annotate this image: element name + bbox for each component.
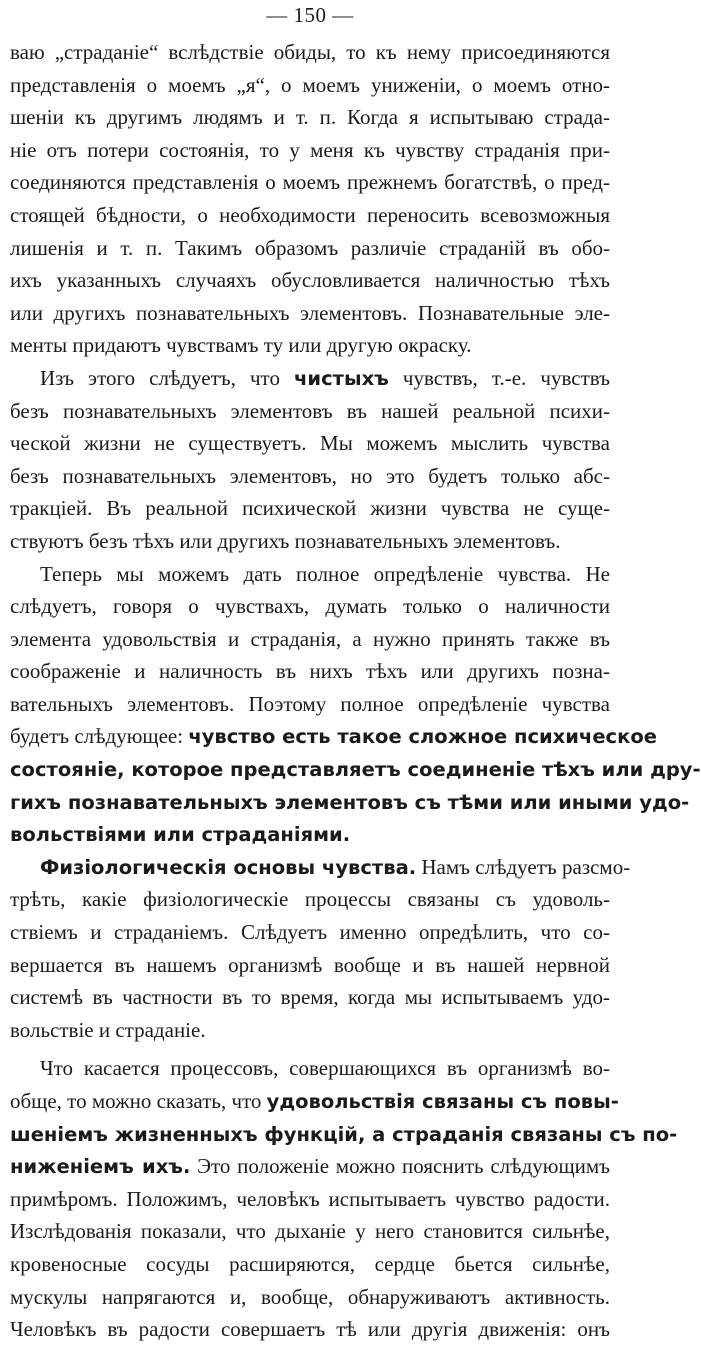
- text-segment: элемента удовольствія и страданія, а нужно принять также въ: [10, 626, 610, 651]
- text-segment: шеніи къ другимъ людямъ и т. п. Когда я испытываю страда-: [10, 105, 610, 130]
- text-line: [10, 492, 610, 525]
- text-segment: безъ познавательныхъ элементовъ, но это будетъ только абс-: [10, 463, 610, 488]
- text-line: [10, 590, 610, 623]
- text-segment: ствіемъ и страданіемъ. Слѣдуетъ именно опредѣлить, что со-: [10, 920, 610, 945]
- text-segment: Что касается процессовъ, совершающихся въ организмѣ во-: [40, 1056, 610, 1081]
- text-segment: будетъ слѣдующее:: [10, 724, 189, 749]
- bold-text-segment: состояніе, которое представляетъ соединеніе тѣхъ или дру-: [10, 758, 701, 782]
- text-line: [10, 851, 631, 884]
- text-line: [10, 1248, 610, 1281]
- text-line: [10, 101, 610, 134]
- bold-text-segment: Физіологическія основы чувства.: [40, 855, 417, 879]
- bold-text-segment: гихъ познавательныхъ элементовъ съ тѣми или иными удо-: [10, 790, 690, 814]
- text-line: [10, 786, 690, 819]
- text-line: [10, 1183, 610, 1216]
- bold-text-segment: чувство есть такое сложное психическое: [188, 725, 657, 749]
- text-segment: Изслѣдованія показали, что дыханіе у него становится сильнѣе,: [10, 1219, 610, 1244]
- text-line: [10, 883, 610, 916]
- text-line: [10, 1118, 678, 1151]
- text-segment: Теперь мы можемъ дать полное опредѣленіе чувства. Не: [40, 561, 610, 586]
- text-segment: Человѣкъ въ радости совершаетъ тѣ или другія движенія: онъ: [10, 1317, 610, 1342]
- text-line: [10, 69, 610, 102]
- text-segment: безъ познавательныхъ элементовъ въ нашей реальной психи-: [10, 398, 610, 423]
- text-line: [10, 623, 610, 656]
- text-line: [10, 655, 610, 688]
- text-segment: вольствіе и страданіе.: [10, 1017, 206, 1042]
- text-line: [10, 525, 610, 558]
- text-segment: ствуютъ безъ тѣхъ или другихъ познавательныхъ элементовъ.: [10, 528, 561, 553]
- text-segment: ихъ указанныхъ случаяхъ обусловливается наличностью тѣхъ: [10, 268, 610, 293]
- text-segment: примѣромъ. Положимъ, человѣкъ испытываетъ чувство радости.: [10, 1186, 610, 1211]
- bold-text-segment: шеніемъ жизненныхъ функцій, а страданія связаны съ по-: [10, 1122, 678, 1146]
- text-segment: или другихъ познавательныхъ элементовъ. Познавательные эле-: [10, 300, 610, 325]
- text-segment: кровеносные сосуды расширяются, сердце бьется сильнѣе,: [10, 1251, 610, 1276]
- text-segment: менты придаютъ чувствамъ ту или другую окраску.: [10, 333, 472, 358]
- text-segment: системѣ въ частности въ то время, когда мы испытываемъ удо-: [10, 985, 610, 1010]
- text-line: [10, 395, 610, 428]
- text-line: [10, 753, 701, 786]
- text-line: [10, 134, 610, 167]
- text-segment: ніе отъ потери состоянія, то у меня къ чувству страданія при-: [10, 137, 610, 162]
- text-line: [10, 1014, 610, 1047]
- text-segment: представленія о моемъ „я“, о моемъ униженіи, о моемъ отно-: [10, 72, 610, 97]
- text-segment: тракціей. Въ реальной психической жизни чувства не суще-: [10, 496, 610, 521]
- text-line: [10, 1281, 610, 1314]
- text-line: [10, 362, 610, 395]
- text-line: [10, 1150, 610, 1183]
- text-line: [10, 264, 610, 297]
- text-segment: ваю „страданіе“ вслѣдствіе обиды, то къ нему присоединяются: [10, 40, 610, 64]
- bold-text-segment: чистыхъ: [294, 366, 389, 390]
- text-segment: лишенія и т. п. Такимъ образомъ различіе страданій въ обо-: [10, 235, 610, 260]
- text-segment: ческой жизни не существуетъ. Мы можемъ мыслить чувства: [10, 431, 610, 456]
- text-segment: Это положеніе можно пояснить слѣдующимъ: [190, 1154, 610, 1179]
- text-segment: мускулы напрягаются и, вообще, обнаруживаютъ активность.: [10, 1284, 610, 1309]
- text-segment: соединяются представленія о моемъ прежнемъ богатствѣ, о пред-: [10, 170, 610, 195]
- text-line: [10, 558, 610, 591]
- text-body: [10, 36, 701, 1346]
- text-line: [10, 818, 610, 851]
- text-line: [10, 981, 610, 1014]
- text-line: [10, 297, 610, 330]
- text-segment: стоящей бѣдности, о необходимости переносить всевозможныя: [10, 202, 610, 227]
- text-line: [10, 460, 610, 493]
- text-segment: Изъ этого слѣдуетъ, что: [40, 365, 295, 390]
- text-line: [10, 1215, 610, 1248]
- text-line: [10, 949, 610, 982]
- bold-text-segment: вольствіями или страданіями.: [10, 823, 351, 847]
- text-segment: Намъ слѣдуетъ разсмо-: [416, 854, 631, 879]
- text-line: [10, 199, 610, 232]
- text-segment: чувствъ, т.-е. чувствъ: [388, 365, 610, 390]
- bold-text-segment: удовольствія связаны съ повы-: [266, 1090, 619, 1113]
- text-line: [10, 1085, 619, 1118]
- page-number: — 150 —: [266, 3, 354, 27]
- bold-text-segment: ниженіемъ ихъ.: [10, 1155, 191, 1179]
- text-segment: вершается въ нашемъ организмѣ вообще и въ нашей нервной: [10, 952, 610, 977]
- text-line: [10, 329, 610, 362]
- text-line: [10, 36, 610, 69]
- text-line: [10, 720, 657, 753]
- text-line: [10, 427, 610, 460]
- text-segment: трѣть, какіе физіологическіе процессы связаны съ удоволь-: [10, 887, 610, 912]
- text-line: [10, 166, 610, 199]
- text-line: [10, 1313, 610, 1346]
- text-segment: слѣдуетъ, говоря о чувствахъ, думать только о наличности: [10, 594, 610, 619]
- text-line: [10, 1052, 610, 1085]
- text-line: [10, 232, 610, 265]
- text-line: [10, 688, 610, 721]
- text-segment: обще, то можно сказать, что: [10, 1089, 267, 1113]
- text-line: [10, 916, 610, 949]
- text-segment: соображеніе и наличность въ нихъ тѣхъ или другихъ позна-: [10, 659, 610, 684]
- text-segment: вательныхъ элементовъ. Поэтому полное опредѣленіе чувства: [10, 691, 610, 716]
